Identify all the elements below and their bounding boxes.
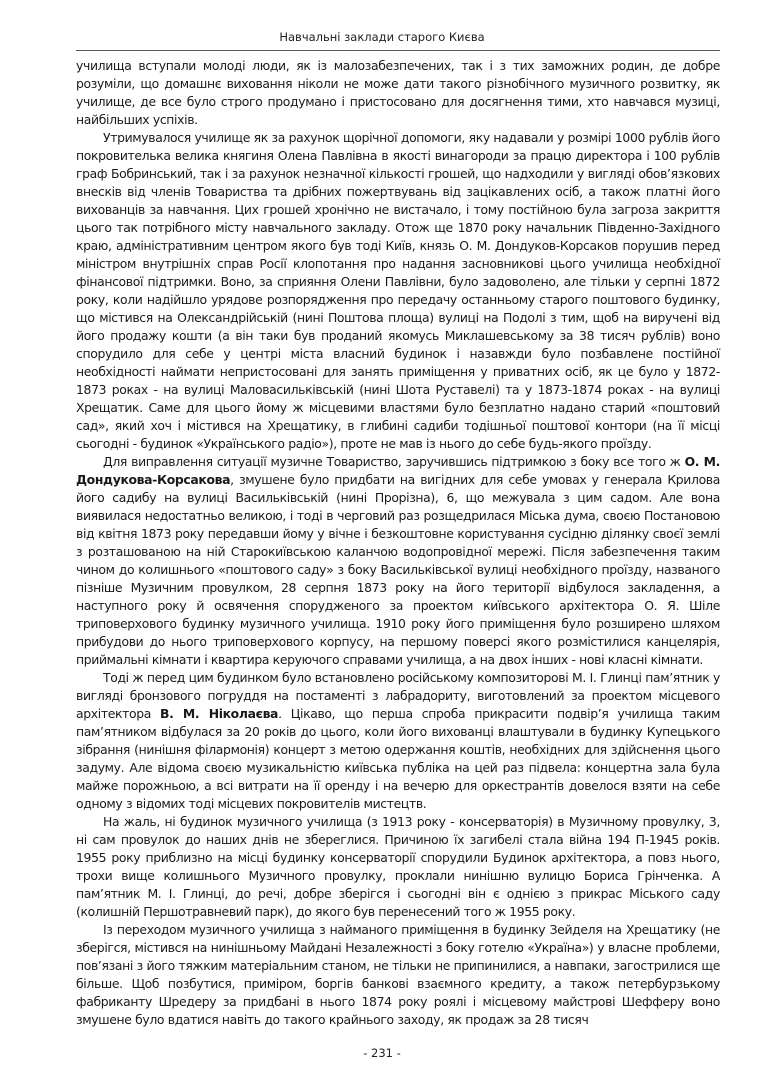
paragraph: [76, 669, 720, 813]
bold-name: В. М. Ніколаєва: [160, 706, 279, 721]
text-run: . Цікаво, що перша спроба прикрасити подвір’я училища таким пам’ятником відбулася за 20 років до цього, коли його вихованці влаштували в будинку Купецького зібрання (нинішня філармонія) концерт з метою одержання коштів, необхідних для здійснення цього задуму. Але відома своєю музикальністю київська публіка на цей раз підвела: концертна зала була майже порожньою, а всі витрати на її оренду і на вечерю для оркестрантів довелося взяти на себе одному з відомих тоді місцевих покровителів мистецтв.: [76, 706, 720, 811]
text-run: Для виправлення ситуації музичне Товариство, заручившись підтримкою з боку все того ж: [103, 454, 685, 469]
paragraph: [76, 453, 720, 669]
text-run: , змушене було придбати на вигідних для себе умовах у генерала Крилова його садибу на вулиці Васильківській (нині Прорізна), 6, що межувала з цим садом. Але вона виявилася недостатньо великою, і тоді в черговий раз розщедрилася Міська дума, своєю Постановою від квітня 1873 року передавши йому у вічне і безкоштовне користування сусідню ділянку своєї землі з розташованою на ній Старокиївською каланчою водопровідної мережі. Після забезпечення таким чином до колишнього «поштового саду» з боку Васильківської вулиці необхідного проїзду, названого пізніше Музичним провулком, 28 серпня 1873 року на його території відбулося закладення, а наступного року й освячення спорудженого за проектом київського архітектора О. Я. Шіле триповерхового будинку музичного училища. 1910 року його приміщення було розширено шляхом прибудови до нього триповерхового корпусу, на першому поверсі якого розмістилися канцелярія, приймальні кімнати і квартира керуючого справами училища, а на двох інших - нові класні кімнати.: [76, 472, 720, 667]
body-text: [76, 57, 720, 1029]
paragraph: [76, 813, 720, 921]
paragraph: [76, 129, 720, 453]
text-run: Утримувалося училище як за рахунок щорічної допомоги, яку надавали у розмірі 1000 рублів його покровителька велика княгиня Олена Павлівна в якості винагороди за працю директора і 100 рублів граф Бобринський, так і за рахунок незначної кількості грошей, що надходили у вигляді обов’язкових внесків від членів Товариства та дрібних пожертвувань від зацікавлених осіб, а також платні його вихованців за навчання. Цих грошей хронічно не вистачало, і тому постійною була загроза закриття цього так потрібного місту навчального закладу. Отож ще 1870 року начальник Південно-Західного краю, адміністративним центром якого був тоді Київ, князь О. М. Дондуков-Корсаков порушив перед міністром внутрішніх справ Росії клопотання про надання засновникові цього училища необхідної фінансової підтримки. Воно, за сприяння Олени Павлівни, було задоволено, але тільки у серпні 1872 року, коли надійшло урядове розпорядження про передачу останньому старого поштового будинку, що містився на Олександрійській (нині Поштова площа) вулиці на Подолі з тим, щоб на виручені від його продажу кошти (а він таки був проданий якомусь Миклашевському за 38 тисяч рублів) воно спорудило для себе у центрі міста власний будинок і назавжди було позбавлене постійної необхідності наймати непристосовані для занять приміщення у приватних осіб, як це було у 1872-1873 роках - на вулиці Маловасильківській (нині Шота Руставелі) та у 1873-1874 роках - на вулиці Хрещатик. Саме для цього йому ж місцевими властями було безплатно надано старий «поштовий сад», який хоч і містився на Хрещатику, в глибині садиби тодішньої поштової контори (на її місці сьогодні - будинок «Українського радіо»), проте не мав із нього до себе будь-якого проїзду.: [76, 130, 720, 451]
header-rule: [76, 50, 720, 51]
page-number: - 231 -: [363, 1046, 401, 1060]
paragraph: [76, 57, 720, 129]
running-header: Навчальні заклади старого Києва: [279, 30, 485, 44]
bold-name: О. М. Дондукова-Корсакова: [76, 454, 720, 487]
text-run: На жаль, ні будинок музичного училища (з 1913 року - консерваторія) в Музичному провулку, 3, ні сам провулок до наших днів не збереглися. Причиною їх загибелі стала війна 194 П-1945 років. 1955 року приблизно на місці будинку консерваторії спорудили Будинок архітектора, а повз нього, трохи вище колишнього Музичного провулку, проклали нинішню вулицю Бориса Грінченка. А пам’ятник М. І. Глинці, до речі, добре зберігся і сьогодні він є однією з прикрас Міського саду (колишній Першотравневий парк), до якого був перенесений того ж 1955 року.: [76, 814, 720, 919]
text-run: училища вступали молоді люди, як із малозабезпечених, так і з тих заможних родин, де добре розуміли, що домашнє виховання ніколи не може дати такого різнобічного музичного розвитку, як училище, де все було строго продумано і пристосовано для досягнення тими, хто навчався музиці, найбільших успіхів.: [76, 58, 720, 127]
paragraph: [76, 921, 720, 1029]
text-run: Тоді ж перед цим будинком було встановлено російському композиторові М. І. Глинці пам’ятник у вигляді бронзового погруддя на постаменті з лабрадориту, виготовлений за проектом місцевого архітектора: [76, 670, 720, 721]
text-run: Із переходом музичного училища з найманого приміщення в будинку Зейделя на Хрещатику (не зберігся, містився на нинішньому Майдані Незалежності з боку готелю «Україна») у власне проблеми, пов’язані з його тяжким матеріальним станом, не тільки не припинилися, а навпаки, загострилися ще більше. Щоб позбутися, приміром, боргів банкові взаємного кредиту, а також петербурзькому фабриканту Шредеру за придбані в нього 1874 року роялі і місцевому майстрові Шефферу воно змушене було вдатися навіть до такого крайнього заходу, як продаж за 28 тисяч: [76, 922, 720, 1027]
